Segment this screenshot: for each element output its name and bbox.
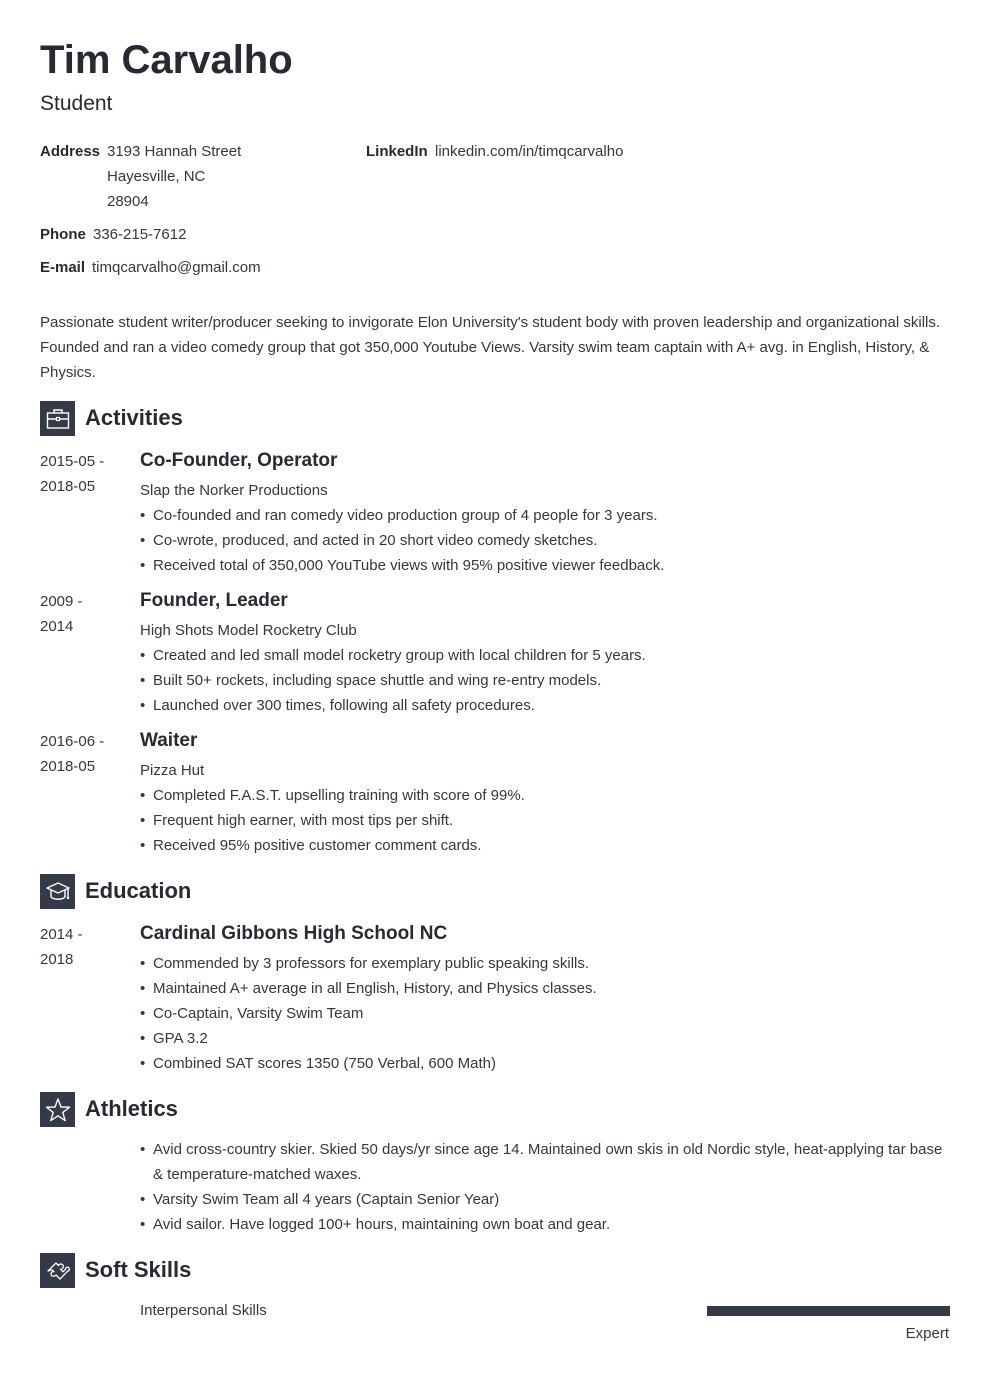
activity-3-date-start: 2016-06 - <box>40 733 105 750</box>
phone-label: Phone <box>40 226 86 243</box>
education-heading: Education <box>85 878 192 903</box>
candidate-role: Student <box>40 92 113 115</box>
list-item: • Created and led small model rocketry group with local children for 5 years. <box>140 643 950 668</box>
email-link[interactable]: timqcarvalho@gmail.com <box>92 259 261 276</box>
activity-2-date-end: 2014 <box>40 618 74 635</box>
star-icon <box>40 1092 75 1127</box>
activity-2-org: High Shots Model Rocketry Club <box>140 622 357 639</box>
list-item: • Combined SAT scores 1350 (750 Verbal, 600 Math) <box>140 1051 950 1076</box>
activities-heading: Activities <box>85 405 183 430</box>
skill-name: Interpersonal Skills <box>140 1302 267 1319</box>
list-item: • Co-founded and ran comedy video production group of 4 people for 3 years. <box>140 503 950 528</box>
skill-level-label: Expert <box>905 1325 949 1342</box>
address-label: Address <box>40 143 101 160</box>
email-label: E-mail <box>40 259 86 276</box>
activity-1-date-end: 2018-05 <box>40 478 96 495</box>
soft-skills-heading: Soft Skills <box>85 1257 192 1282</box>
list-item: • Completed F.A.S.T. upselling training with score of 99%. <box>140 783 950 808</box>
list-item: • GPA 3.2 <box>140 1026 950 1051</box>
address-line-3: 28904 <box>107 193 149 210</box>
candidate-name: Tim Carvalho <box>40 38 293 82</box>
activity-1-org: Slap the Norker Productions <box>140 482 328 499</box>
phone-value: 336-215-7612 <box>93 226 187 243</box>
activity-2-date-start: 2009 - <box>40 593 83 610</box>
skill-level-bar <box>707 1306 950 1316</box>
activity-3-title: Waiter <box>140 730 198 751</box>
list-item: • Frequent high earner, with most tips per shift. <box>140 808 950 833</box>
activity-3-org: Pizza Hut <box>140 762 205 779</box>
education-1-date-end: 2018 <box>40 951 74 968</box>
activity-2-bullets <box>140 643 950 718</box>
activity-3-bullets <box>140 783 950 858</box>
athletics-heading: Athletics <box>85 1096 178 1121</box>
list-item: • Received total of 350,000 YouTube views with 95% positive viewer feedback. <box>140 553 950 578</box>
list-item: • Varsity Swim Team all 4 years (Captain Senior Year) <box>140 1187 950 1212</box>
address-line-1: 3193 Hannah Street <box>107 143 242 160</box>
education-1-bullets <box>140 951 950 1076</box>
athletics-bullets <box>140 1137 950 1237</box>
briefcase-icon <box>40 401 75 436</box>
address-line-2: Hayesville, NC <box>107 168 206 185</box>
education-1-date-start: 2014 - <box>40 926 83 943</box>
list-item: • Maintained A+ average in all English, History, and Physics classes. <box>140 976 950 1001</box>
list-item: • Co-Captain, Varsity Swim Team <box>140 1001 950 1026</box>
activity-1-bullets <box>140 503 950 578</box>
puzzle-hand-icon <box>40 1253 75 1288</box>
list-item: • Commended by 3 professors for exemplary public speaking skills. <box>140 951 950 976</box>
list-item: • Built 50+ rockets, including space shuttle and wing re-entry models. <box>140 668 950 693</box>
activity-2-title: Founder, Leader <box>140 590 288 611</box>
list-item: • Avid cross-country skier. Skied 50 days/yr since age 14. Maintained own skis in old Nordic style, heat-applying tar base & temperature-matched waxes. <box>140 1137 950 1187</box>
activity-1-date-start: 2015-05 - <box>40 453 105 470</box>
activity-3-date-end: 2018-05 <box>40 758 96 775</box>
linkedin-label: LinkedIn <box>366 143 428 160</box>
activity-1-title: Co-Founder, Operator <box>140 450 338 471</box>
list-item: • Received 95% positive customer comment cards. <box>140 833 950 858</box>
list-item: • Avid sailor. Have logged 100+ hours, maintaining own boat and gear. <box>140 1212 950 1237</box>
list-item: • Co-wrote, produced, and acted in 20 short video comedy sketches. <box>140 528 950 553</box>
list-item: • Launched over 300 times, following all safety procedures. <box>140 693 950 718</box>
profile-summary: Passionate student writer/producer seeking to invigorate Elon University's student body with proven leadership and organizational skills. Founded and ran a video comedy group that got 350,000 Youtube Views. Varsity swim team captain with A+ avg. in English, History, & Physics. <box>40 314 941 381</box>
graduation-cap-icon <box>40 874 75 909</box>
education-1-school: Cardinal Gibbons High School NC <box>140 923 448 944</box>
linkedin-link[interactable]: linkedin.com/in/timqcarvalho <box>435 143 624 160</box>
